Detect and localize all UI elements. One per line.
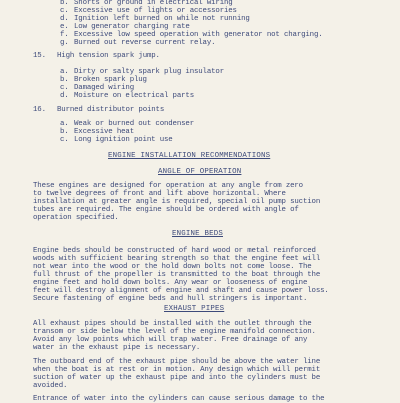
list-marker: a. [60, 120, 69, 128]
list-marker: a. [60, 68, 69, 76]
list-marker: f. [60, 31, 69, 39]
paragraph-line-cutoff: Entrance of water into the cylinders can cause serious damage to the [33, 395, 325, 403]
list-marker: d. [60, 15, 69, 23]
paragraph-line: operation specified. [33, 214, 119, 222]
paragraph-line: water in the exhaust pipe is necessary. [33, 344, 201, 352]
paragraph-line: when the boat is at rest or in motion. Any design which will permit [33, 366, 321, 374]
paragraph-line: tubes are required. The engine should be ordered with angle of [33, 206, 299, 214]
list-marker: g. [60, 39, 69, 47]
section-heading: EXHAUST PIPES [164, 305, 225, 313]
list-item-text: Damaged wiring [74, 84, 134, 92]
list-marker: c. [60, 7, 69, 15]
list-marker: e. [60, 23, 69, 31]
item-title: Burned distributor points [57, 106, 165, 114]
paragraph-line: Secure fastening of engine beds and hull stringers is important. [33, 295, 308, 303]
list-marker: b. [60, 0, 69, 7]
paragraph-line: transom or side below the level of the engine manifold connection. [33, 328, 316, 336]
paragraph-line: woods with sufficient bearing strength so that the engine feet will [33, 255, 321, 263]
paragraph-line: Avoid any low points which will trap water. Free drainage of any [33, 336, 308, 344]
list-item-text: Excessive use of lights or accessories [74, 7, 237, 15]
section-heading: ENGINE BEDS [172, 230, 223, 238]
paragraph-line: installation at greater angle is required, special oil pump suction [33, 198, 321, 206]
item-number: 16. [33, 106, 46, 114]
list-item-text: Shorts or ground in electrical wiring [74, 0, 233, 7]
paragraph-line: to twelve degrees of front and lift above horizontal. Where [33, 190, 286, 198]
paragraph-line: full thrust of the propeller is transmitted to the boat through the [33, 271, 321, 279]
paragraph-line: feet will destroy alignment of engine and shaft and cause power loss. [33, 287, 329, 295]
paragraph-line: The outboard end of the exhaust pipe should be above the water line [33, 358, 321, 366]
list-marker: c. [60, 136, 69, 144]
paragraph-line: Engine beds should be constructed of hard wood or metal reinforced [33, 247, 316, 255]
list-item-text: Low generator charging rate [74, 23, 190, 31]
main-heading: ENGINE INSTALLATION RECOMMENDATIONS [108, 152, 271, 160]
list-item-text: Broken spark plug [74, 76, 147, 84]
list-item-text: Weak or burned out condenser [74, 120, 194, 128]
list-item-text: Ignition left burned on while not running [74, 15, 250, 23]
list-item-text: Dirty or salty spark plug insulator [74, 68, 224, 76]
paragraph-line: avoided. [33, 382, 68, 390]
paragraph-line: All exhaust pipes should be installed with the outlet through the [33, 320, 312, 328]
paragraph-line: suction of water up the exhaust pipe and into the cylinders must be [33, 374, 321, 382]
paragraph-line: not wear into the wood or the hold down bolts not come loose. The [33, 263, 312, 271]
paragraph-line: These engines are designed for operation at any angle from zero [33, 182, 303, 190]
list-item-text: Moisture on electrical parts [74, 92, 194, 100]
list-marker: b. [60, 128, 69, 136]
paragraph-line: engine feet and hold down bolts. Any wear or looseness of engine [33, 279, 308, 287]
list-marker: d. [60, 92, 69, 100]
item-title: High tension spark jump. [57, 52, 160, 60]
section-heading: ANGLE OF OPERATION [158, 168, 242, 176]
list-marker: b. [60, 76, 69, 84]
list-item-text: Long ignition point use [74, 136, 173, 144]
list-item-text: Excessive low speed operation with generator not charging. [74, 31, 323, 39]
list-item-text: Burned out reverse current relay. [74, 39, 216, 47]
item-number: 15. [33, 52, 46, 60]
list-marker: c. [60, 84, 69, 92]
list-item-text: Excessive heat [74, 128, 134, 136]
